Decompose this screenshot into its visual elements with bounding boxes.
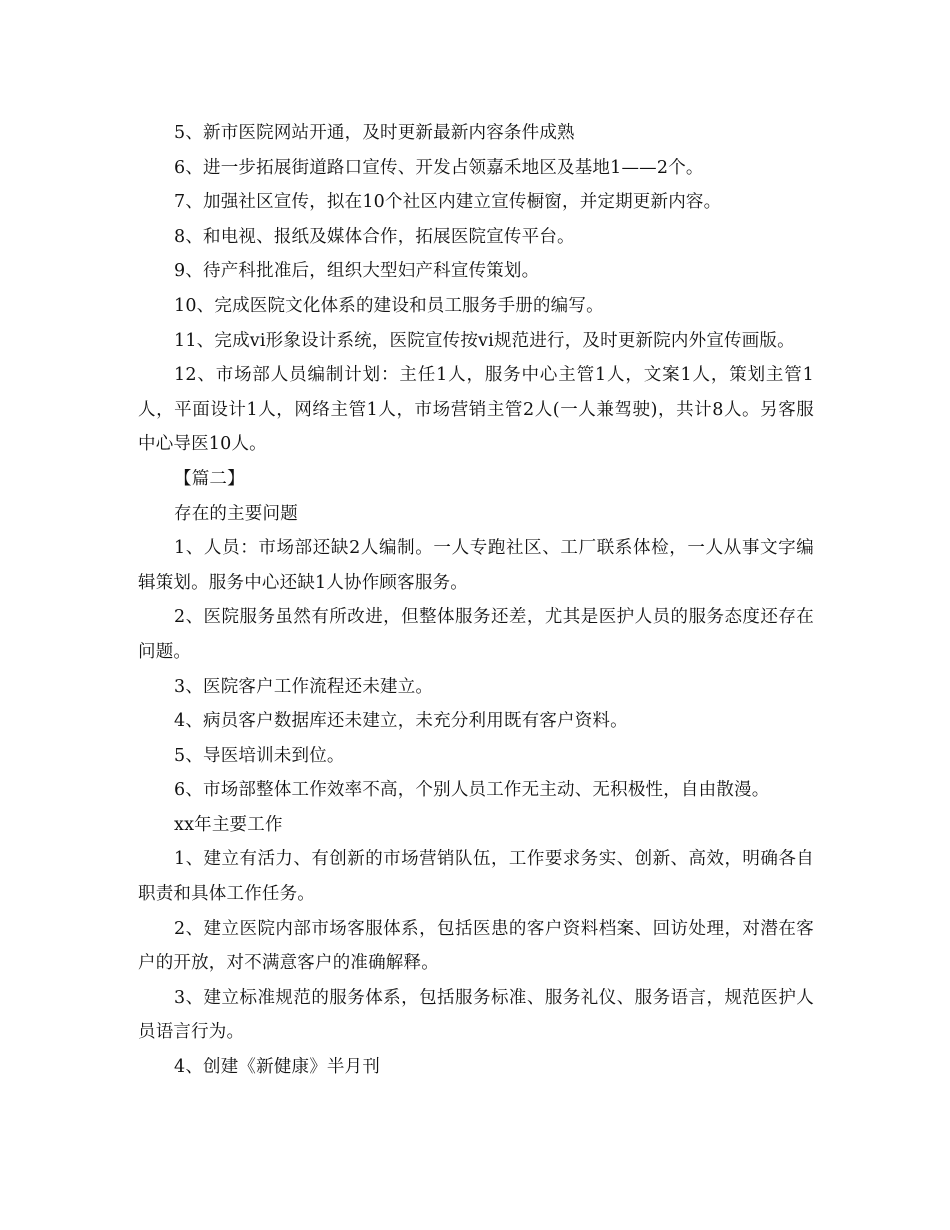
paragraph: 4、创建《新健康》半月刊 <box>174 1057 381 1078</box>
paragraph: 2、建立医院内部市场客服体系，包括医患的客户资料档案、回访处理，对潜在客户的开放，对不满意客户的准确解释。 <box>138 918 814 974</box>
paragraph: 3、医院客户工作流程还未建立。 <box>174 676 434 697</box>
paragraph: 12、市场部人员编制计划：主任1人，服务中心主管1人，文案1人，策划主管1人，平面设计1人，网络主管1人，市场营销主管2人(一人兼驾驶)，共计8人。另客服中心导医10人。 <box>138 365 814 455</box>
paragraph: 5、导医培训未到位。 <box>174 745 345 766</box>
paragraph: 11、完成vi形象设计系统，医院宣传按vi规范进行，及时更新院内外宣传画版。 <box>174 330 795 351</box>
paragraph: 7、加强社区宣传，拟在10个社区内建立宣传橱窗，并定期更新内容。 <box>174 192 722 213</box>
paragraph: 4、病员客户数据库还未建立，未充分利用既有客户资料。 <box>174 711 628 732</box>
paragraph: 6、进一步拓展街道路口宣传、开发占领嘉禾地区及基地1——2个。 <box>174 157 704 178</box>
paragraph: 2、医院服务虽然有所改进，但整体服务还差，尤其是医护人员的服务态度还存在问题。 <box>138 607 814 662</box>
section-heading: 【篇二】 <box>174 468 245 489</box>
paragraph: 10、完成医院文化体系的建设和员工服务手册的编写。 <box>174 295 604 316</box>
subsection-heading: xx年主要工作 <box>174 814 283 835</box>
paragraph: 1、建立有活力、有创新的市场营销队伍，工作要求务实、创新、高效，明确各自职责和具体工作任务。 <box>138 849 814 905</box>
paragraph: 1、人员：市场部还缺2人编制。一人专跑社区、工厂联系体检，一人从事文字编辑策划。服务中心还缺1人协作顾客服务。 <box>138 538 814 593</box>
paragraph: 5、新市医院网站开通，及时更新最新内容条件成熟 <box>174 123 575 143</box>
paragraph: 9、待产科批准后，组织大型妇产科宣传策划。 <box>174 261 540 282</box>
paragraph: 3、建立标准规范的服务体系，包括服务标准、服务礼仪、服务语言，规范医护人员语言行为。 <box>138 987 814 1043</box>
subsection-heading: 存在的主要问题 <box>174 503 298 524</box>
paragraph: 6、市场部整体工作效率不高，个别人员工作无主动、无积极性，自由散漫。 <box>174 780 770 801</box>
paragraph: 8、和电视、报纸及媒体合作，拓展医院宣传平台。 <box>174 226 575 247</box>
document-body <box>138 116 814 1085</box>
